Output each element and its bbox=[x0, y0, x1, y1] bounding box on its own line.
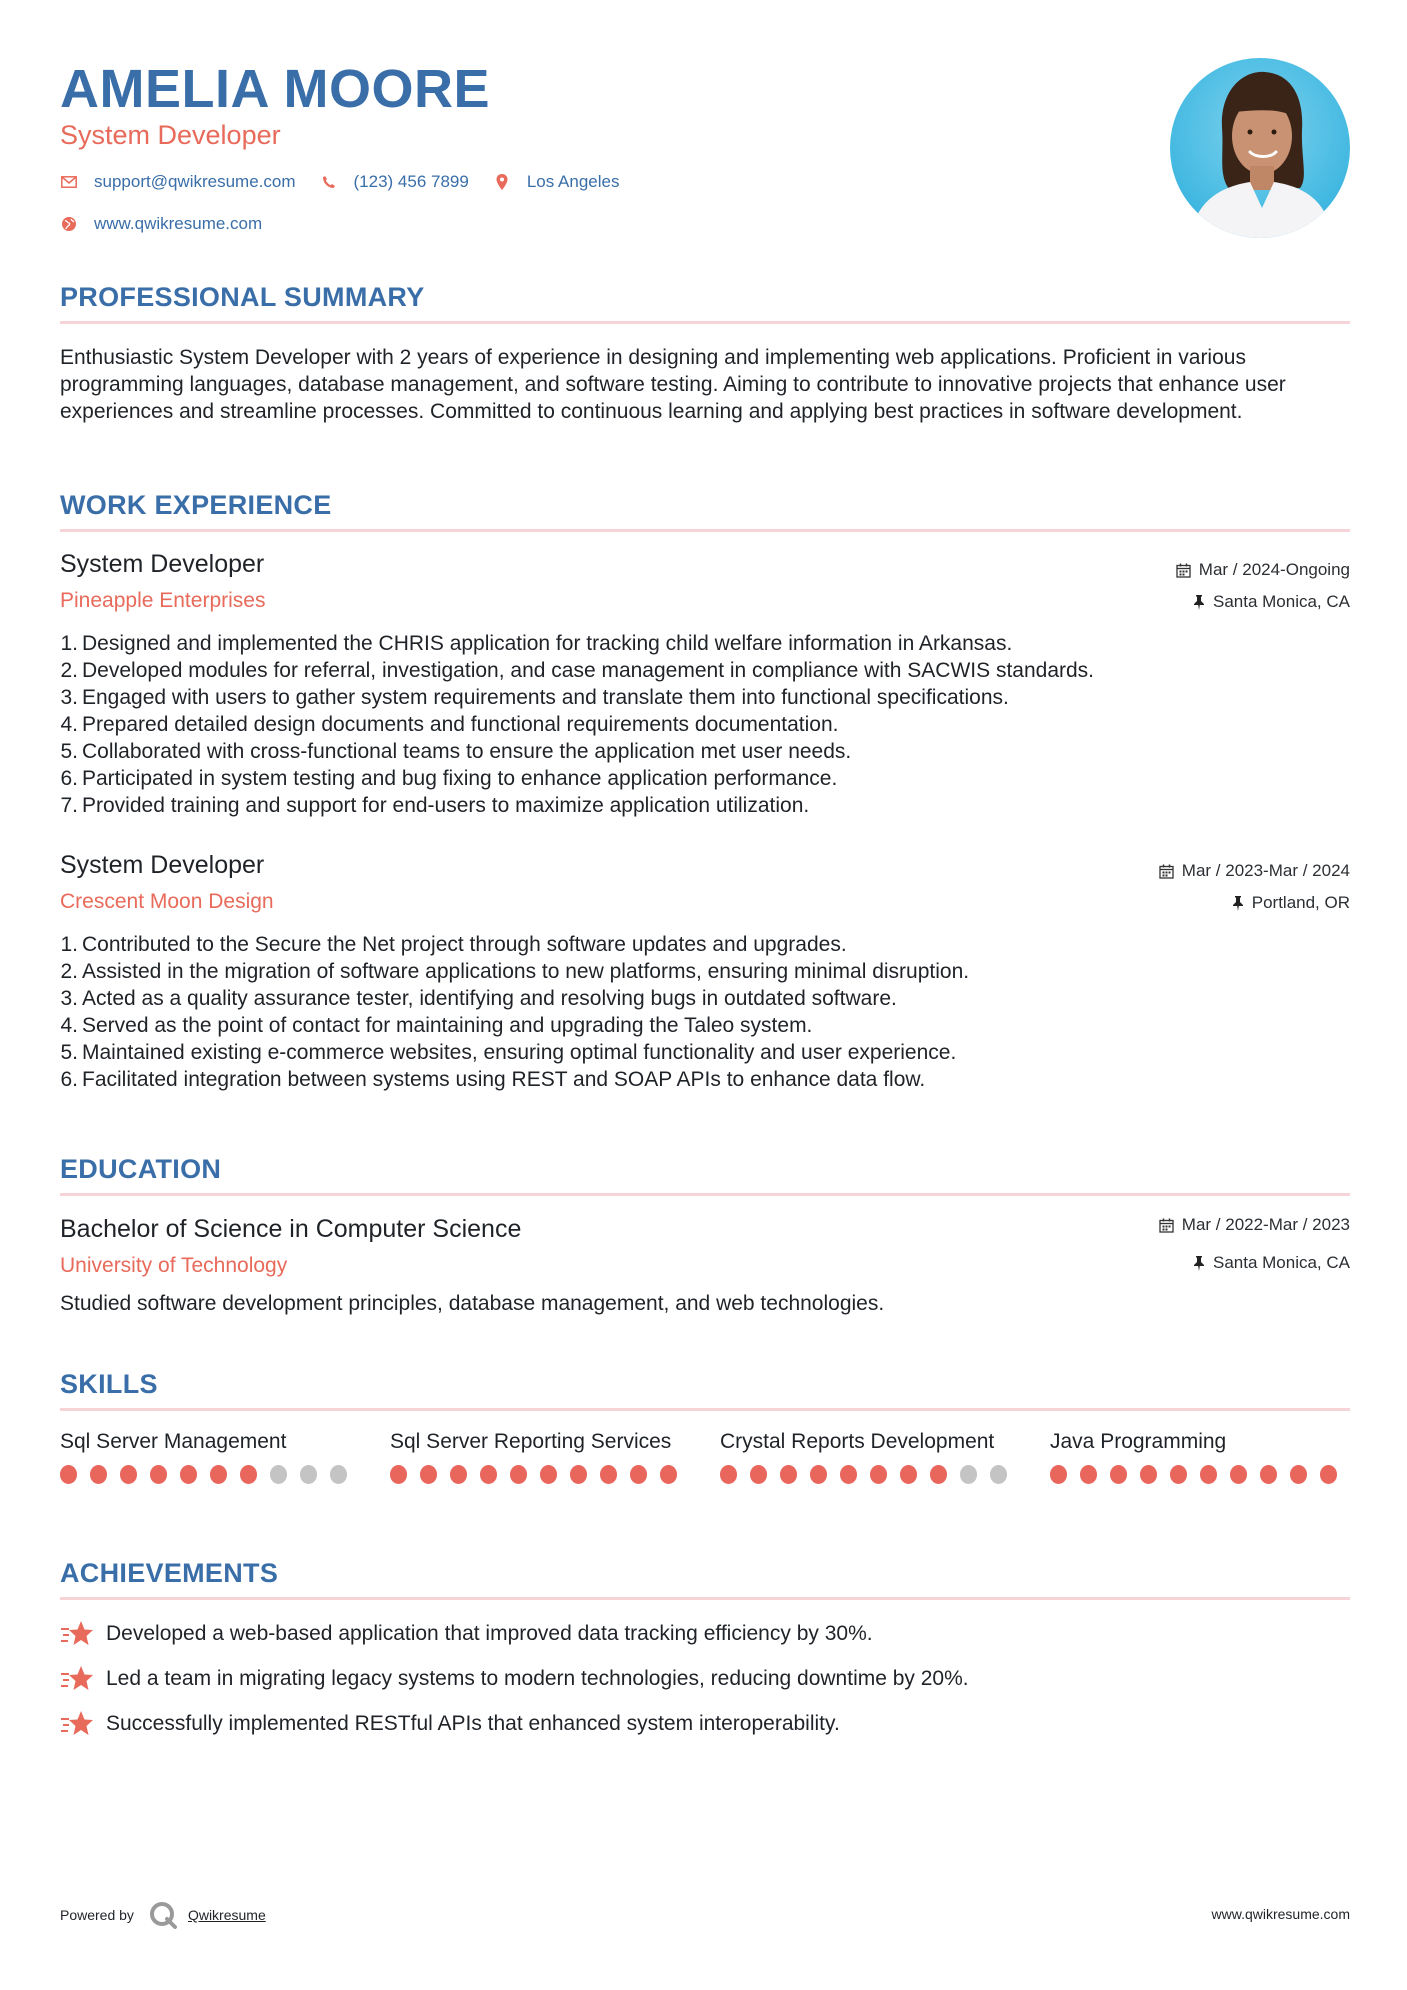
job-location-text: Portland, OR bbox=[1251, 893, 1350, 912]
globe-icon bbox=[60, 215, 78, 233]
skill-dot-filled bbox=[150, 1465, 167, 1484]
skill-dot-filled bbox=[180, 1465, 197, 1484]
skill-rating bbox=[1050, 1465, 1350, 1484]
skill-dot-filled bbox=[870, 1465, 887, 1484]
skill-dot-filled bbox=[540, 1465, 557, 1484]
list-item: 1. Contributed to the Secure the Net project through software updates and upgrades. bbox=[60, 933, 847, 956]
skill-item bbox=[390, 1428, 690, 1484]
job-bullets bbox=[60, 630, 1350, 819]
location-text: Los Angeles bbox=[526, 172, 620, 191]
calendar-icon bbox=[1159, 1218, 1174, 1233]
resume-page bbox=[60, 0, 1350, 1990]
contact-email[interactable] bbox=[60, 172, 296, 192]
qwikresume-logo-icon bbox=[148, 1900, 178, 1930]
calendar-icon bbox=[1176, 563, 1191, 578]
skill-dot-empty bbox=[300, 1465, 317, 1484]
section-divider bbox=[60, 1597, 1350, 1600]
list-item: 4. Prepared detailed design documents and functional requirements documentation. bbox=[60, 713, 839, 736]
skill-dot-filled bbox=[510, 1465, 527, 1484]
list-item: 6. Facilitated integration between systems using REST and SOAP APIs to enhance data flow. bbox=[60, 1068, 926, 1091]
list-item: 2. Assisted in the migration of software applications to new platforms, ensuring minimal disruption. bbox=[60, 960, 970, 983]
phone-icon bbox=[320, 173, 338, 191]
skill-dot-empty bbox=[330, 1465, 347, 1484]
candidate-name: AMELIA MOORE bbox=[60, 59, 490, 119]
job-title: System Developer bbox=[60, 550, 265, 578]
section-title-education: EDUCATION bbox=[60, 1154, 222, 1184]
job-dates bbox=[1159, 861, 1350, 881]
pushpin-icon bbox=[1193, 1256, 1205, 1271]
skill-dot-filled bbox=[1170, 1465, 1187, 1484]
skill-dot-filled bbox=[90, 1465, 107, 1484]
section-divider bbox=[60, 529, 1350, 532]
powered-by-text: Powered by bbox=[60, 1907, 134, 1923]
skill-dot-empty bbox=[990, 1465, 1007, 1484]
skill-dot-filled bbox=[930, 1465, 947, 1484]
job-dates bbox=[1176, 560, 1350, 580]
map-pin-icon bbox=[493, 173, 511, 191]
company-name: Pineapple Enterprises bbox=[60, 589, 266, 612]
skill-dot-filled bbox=[630, 1465, 647, 1484]
contact-row bbox=[60, 172, 643, 192]
school-name: University of Technology bbox=[60, 1254, 288, 1277]
job-bullets bbox=[60, 931, 1350, 1093]
skill-dot-filled bbox=[420, 1465, 437, 1484]
skill-name: Sql Server Management bbox=[60, 1430, 287, 1453]
star-icon bbox=[60, 1664, 94, 1694]
skill-dot-filled bbox=[660, 1465, 677, 1484]
company-name: Crescent Moon Design bbox=[60, 890, 274, 913]
skill-dot-filled bbox=[450, 1465, 467, 1484]
star-icon bbox=[60, 1709, 94, 1739]
list-item: 3. Engaged with users to gather system requirements and translate them into functional specifications. bbox=[60, 686, 1009, 709]
contact-phone[interactable] bbox=[320, 172, 469, 192]
skill-dot-filled bbox=[840, 1465, 857, 1484]
star-icon bbox=[60, 1619, 94, 1649]
education-dates-text: Mar / 2022-Mar / 2023 bbox=[1181, 1215, 1350, 1234]
list-item: 5. Collaborated with cross-functional teams to ensure the application met user needs. bbox=[60, 740, 852, 763]
list-item: 3. Acted as a quality assurance tester, identifying and resolving bugs in outdated software. bbox=[60, 987, 897, 1010]
education-location-text: Santa Monica, CA bbox=[1212, 1253, 1350, 1272]
skill-dot-filled bbox=[1230, 1465, 1247, 1484]
phone-text: (123) 456 7899 bbox=[353, 172, 469, 191]
section-divider bbox=[60, 1193, 1350, 1196]
achievement-item bbox=[60, 1709, 840, 1739]
skill-dot-filled bbox=[720, 1465, 737, 1484]
job-dates-text: Mar / 2023-Mar / 2024 bbox=[1181, 861, 1350, 880]
section-divider bbox=[60, 321, 1350, 324]
skill-dot-filled bbox=[900, 1465, 917, 1484]
list-item: 6. Participated in system testing and bug fixing to enhance application performance. bbox=[60, 767, 838, 790]
skill-dot-empty bbox=[270, 1465, 287, 1484]
education-description: Studied software development principles, database management, and web technologies. bbox=[60, 1292, 885, 1315]
footer-website[interactable]: www.qwikresume.com bbox=[1211, 1906, 1350, 1922]
skill-dot-filled bbox=[210, 1465, 227, 1484]
skill-dot-filled bbox=[750, 1465, 767, 1484]
achievement-text: Led a team in migrating legacy systems to modern technologies, reducing downtime by 20%. bbox=[106, 1667, 969, 1690]
skill-dot-filled bbox=[1110, 1465, 1127, 1484]
skill-item bbox=[720, 1428, 1020, 1484]
list-item: 2. Developed modules for referral, investigation, and case management in compliance with SACWIS standards. bbox=[60, 659, 1095, 682]
education-dates bbox=[1159, 1215, 1350, 1235]
skill-dot-filled bbox=[600, 1465, 617, 1484]
education-location bbox=[1193, 1253, 1350, 1273]
achievement-item bbox=[60, 1619, 873, 1649]
skill-dot-filled bbox=[1320, 1465, 1337, 1484]
job-location-text: Santa Monica, CA bbox=[1212, 592, 1350, 611]
skill-name: Crystal Reports Development bbox=[720, 1430, 995, 1453]
achievement-text: Successfully implemented RESTful APIs that enhanced system interoperability. bbox=[106, 1712, 840, 1735]
skill-dot-filled bbox=[390, 1465, 407, 1484]
skill-dot-filled bbox=[1140, 1465, 1157, 1484]
pushpin-icon bbox=[1193, 595, 1205, 610]
section-title-experience: WORK EXPERIENCE bbox=[60, 490, 332, 520]
job-location bbox=[1193, 592, 1350, 612]
skill-rating bbox=[390, 1465, 690, 1484]
pushpin-icon bbox=[1232, 896, 1244, 911]
section-title-skills: SKILLS bbox=[60, 1369, 158, 1399]
section-divider bbox=[60, 1408, 1350, 1411]
skill-name: Java Programming bbox=[1050, 1430, 1227, 1453]
section-title-summary: PROFESSIONAL SUMMARY bbox=[60, 282, 425, 312]
skill-name: Sql Server Reporting Services bbox=[390, 1430, 672, 1453]
skill-dot-filled bbox=[120, 1465, 137, 1484]
list-item: 5. Maintained existing e-commerce websites, ensuring optimal functionality and user experience. bbox=[60, 1041, 957, 1064]
achievement-text: Developed a web-based application that improved data tracking efficiency by 30%. bbox=[106, 1622, 873, 1645]
skill-dot-filled bbox=[1080, 1465, 1097, 1484]
skill-dot-filled bbox=[1050, 1465, 1067, 1484]
list-item: 7. Provided training and support for end-users to maximize application utilization. bbox=[60, 794, 810, 817]
mail-icon bbox=[60, 173, 78, 191]
job-title: System Developer bbox=[60, 851, 265, 879]
contact-row-website bbox=[60, 214, 286, 234]
candidate-role: System Developer bbox=[60, 120, 281, 150]
skill-rating bbox=[60, 1465, 360, 1484]
skill-item bbox=[1050, 1428, 1350, 1484]
contact-location bbox=[493, 172, 620, 192]
skill-dot-filled bbox=[240, 1465, 257, 1484]
skill-rating bbox=[720, 1465, 1020, 1484]
skill-dot-filled bbox=[60, 1465, 77, 1484]
calendar-icon bbox=[1159, 864, 1174, 879]
profile-photo bbox=[1170, 58, 1350, 238]
skill-item bbox=[60, 1428, 360, 1484]
footer-powered-by bbox=[60, 1900, 266, 1930]
qwikresume-link[interactable]: Qwikresume bbox=[187, 1907, 266, 1923]
skill-dot-filled bbox=[1200, 1465, 1217, 1484]
job-location bbox=[1232, 893, 1350, 913]
skill-dot-filled bbox=[570, 1465, 587, 1484]
achievement-item bbox=[60, 1664, 969, 1694]
summary-text: Enthusiastic System Developer with 2 years of experience in designing and implementing web applications. Proficient in various programming languages, database management, and software testing. Aiming to contribute to innovative projects that enhance user experiences and streamline processes. Committed to continuous learning and applying best practices in software development. bbox=[60, 346, 1286, 423]
degree-title: Bachelor of Science in Computer Science bbox=[60, 1215, 522, 1243]
skill-dot-filled bbox=[1260, 1465, 1277, 1484]
skill-dot-filled bbox=[780, 1465, 797, 1484]
skill-dot-empty bbox=[960, 1465, 977, 1484]
section-title-achievements: ACHIEVEMENTS bbox=[60, 1558, 279, 1588]
email-text: support@qwikresume.com bbox=[94, 172, 296, 191]
list-item: 4. Served as the point of contact for maintaining and upgrading the Taleo system. bbox=[60, 1014, 813, 1037]
skill-dot-filled bbox=[810, 1465, 827, 1484]
skill-dot-filled bbox=[480, 1465, 497, 1484]
list-item: 1. Designed and implemented the CHRIS application for tracking child welfare information in Arkansas. bbox=[60, 632, 1013, 655]
skill-dot-filled bbox=[1290, 1465, 1307, 1484]
website-text: www.qwikresume.com bbox=[94, 214, 263, 233]
job-dates-text: Mar / 2024-Ongoing bbox=[1198, 560, 1350, 579]
contact-website[interactable] bbox=[60, 214, 262, 234]
